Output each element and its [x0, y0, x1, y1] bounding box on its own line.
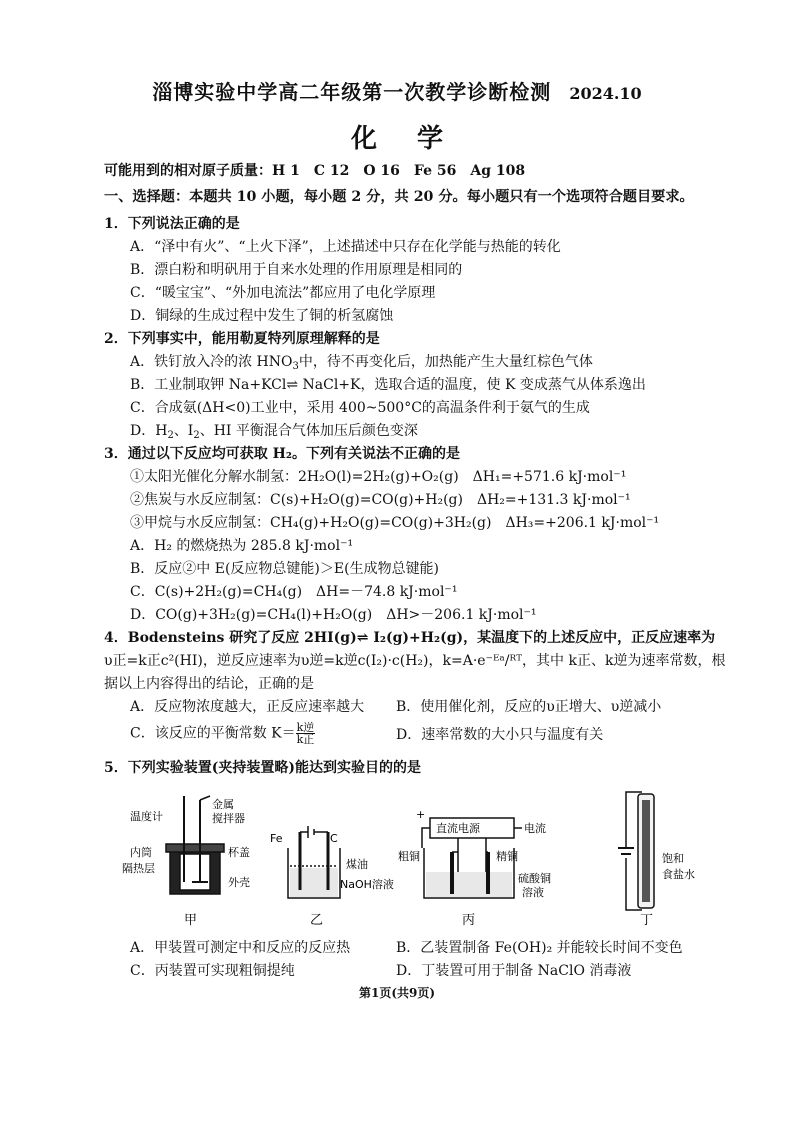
jia-stirrer-label-2: 搅拌器 — [212, 812, 245, 825]
q2-option-b: B．工业制取钾 Na+KCl⇌ NaCl+K，选取合适的温度，使 K 变成蒸气从体系逸出 — [130, 377, 646, 393]
q4-option-b: B．使用催化剂，反应的υ正增大、υ逆减小 — [396, 699, 662, 715]
bing-crude-copper-label: 粗铜 — [398, 850, 420, 863]
q5-option-b: B．乙装置制备 Fe(OH)₂ 并能较长时间不变色 — [396, 940, 683, 956]
section-heading: 一、选择题：本题共 10 小题，每小题 2 分，共 20 分。每小题只有一个选项符合题目要求。 — [104, 189, 694, 205]
ding-caption: 丁 — [640, 913, 654, 928]
q2-option-a: A．铁钉放入冷的浓 $HNO_3$中，待不再变化后，加热能产生大量红棕色气体 — [130, 354, 593, 372]
ding-brine-label-1: 饱和 — [662, 852, 684, 865]
q2-stem: 2．下列事实中，能用勒夏特列原理解释的是 — [104, 331, 380, 347]
q2-option-c: C．合成氨(ΔH<0)工业中，采用 400~500°C的高温条件利于氨气的生成 — [130, 400, 590, 416]
atomic-masses: 可能用到的相对原子质量：H 1 C 12 O 16 Fe 56 Ag 108 — [104, 163, 526, 179]
ding-brine-label-2: 食盐水 — [662, 868, 695, 881]
q4-option-a: A．反应物浓度越大，正反应速率越大 — [130, 699, 365, 715]
q1-option-b: B．漂白粉和明矾用于自来水处理的作用原理是相同的 — [130, 262, 463, 278]
q4-stem-line2: υ正=k正c²(HI)，逆反应速率为υ逆=k逆c(I₂)·c(H₂)，k=A·e⁻ᴱᵃ/ᴿᵀ，其中 k正、k逆为速率常数，根 — [104, 653, 726, 669]
jia-caption: 甲 — [184, 913, 198, 928]
page-footer: 第1页(共9页) — [358, 986, 436, 1000]
q5-option-d: D．丁装置可用于制备 NaClO 消毒液 — [396, 963, 632, 979]
exam-title: 淄博实验中学高二年级第一次教学诊断检测 — [152, 80, 552, 104]
bing-current-label: 电流 — [524, 822, 546, 835]
bing-pure-copper-label: 精铜 — [496, 850, 518, 863]
q3-option-a: A．H₂ 的燃烧热为 285.8 kJ·mol⁻¹ — [130, 538, 354, 554]
title-row — [0, 76, 794, 105]
bing-caption: 丙 — [462, 913, 476, 928]
q4-option-c: C．该反应的平衡常数 K＝ $\frac{\text{k逆}}{\text{k正}}$ — [130, 721, 315, 746]
yi-kerosene-label: 煤油 — [346, 858, 368, 871]
jia-lid-label: 杯盖 — [228, 846, 250, 859]
q4-option-d: D．速率常数的大小只与温度有关 — [396, 727, 604, 743]
jia-shell-label: 外壳 — [228, 876, 250, 889]
rate-constant-fraction: $\frac{\text{k逆}}{\text{k正}}$ — [296, 721, 315, 746]
q3-option-b: B．反应②中 E(反应物总键能)＞E(生成物总键能) — [130, 561, 440, 577]
exam-date: 2024.10 — [569, 84, 642, 103]
q5-option-a: A．甲装置可测定中和反应的反应热 — [130, 940, 351, 956]
bing-power-label: 直流电源 — [436, 822, 480, 835]
q3-reaction-1: ①太阳光催化分解水制氢：2H₂O(l)=2H₂(g)+O₂(g) ΔH₁=+571.6 kJ·mol⁻¹ — [130, 469, 627, 485]
bing-cuso4-label-2: 溶液 — [522, 886, 544, 899]
q1-option-c: C．“暖宝宝”、“外加电流法”都应用了电化学原理 — [130, 285, 436, 301]
bing-plus-label: + — [416, 808, 426, 821]
jia-thermometer-label: 温度计 — [130, 810, 163, 823]
q3-option-d: D．CO(g)+3H₂(g)=CH₄(l)+H₂O(g) ΔH>－206.1 kJ·mol⁻¹ — [130, 607, 537, 623]
naclo-apparatus — [618, 792, 654, 910]
yi-c-label: C — [330, 832, 338, 845]
jia-insulation-label: 隔热层 — [122, 862, 155, 875]
bing-cuso4-label-1: 硫酸铜 — [518, 872, 551, 885]
q3-reaction-2: ②焦炭与水反应制氢：C(s)+H₂O(g)=CO(g)+H₂(g) ΔH₂=+131.3 kJ·mol⁻¹ — [130, 492, 631, 508]
yi-naoh-label: NaOH溶液 — [340, 878, 394, 891]
q3-stem: 3．通过以下反应均可获取 H₂。下列有关说法不正确的是 — [104, 446, 460, 462]
q2-option-d: D．$H_2$、$I_2$、HI 平衡混合气体加压后颜色变深 — [130, 423, 418, 441]
q3-reaction-3: ③甲烷与水反应制氢：CH₄(g)+H₂O(g)=CO(g)+3H₂(g) ΔH₃=+206.1 kJ·mol⁻¹ — [130, 515, 660, 531]
q5-stem: 5．下列实验装置(夹持装置略)能达到实验目的的是 — [104, 760, 421, 776]
jia-stirrer-label-1: 金属 — [212, 798, 234, 811]
q4-stem-line1: 4．Bodensteins 研究了反应 2HI(g)⇌ I₂(g)+H₂(g)，某温度下的上述反应中，正反应速率为 — [104, 630, 716, 646]
subject-heading: 化学 — [350, 124, 483, 154]
yi-caption: 乙 — [310, 913, 324, 928]
jia-inner-label: 内筒 — [130, 846, 152, 859]
q4-stem-line3: 据以上内容得出的结论，正确的是 — [104, 676, 314, 692]
q5-option-c: C．丙装置可实现粗铜提纯 — [130, 963, 295, 979]
apparatus-figure — [118, 786, 718, 928]
yi-fe-label: Fe — [270, 832, 283, 845]
q1-stem: 1．下列说法正确的是 — [104, 216, 240, 232]
q3-option-c: C．C(s)+2H₂(g)=CH₄(g) ΔH=－74.8 kJ·mol⁻¹ — [130, 584, 458, 600]
q1-option-a: A．“泽中有火”、“上火下泽”，上述描述中只存在化学能与热能的转化 — [130, 239, 561, 255]
q1-option-d: D．铜绿的生成过程中发生了铜的析氢腐蚀 — [130, 308, 394, 324]
